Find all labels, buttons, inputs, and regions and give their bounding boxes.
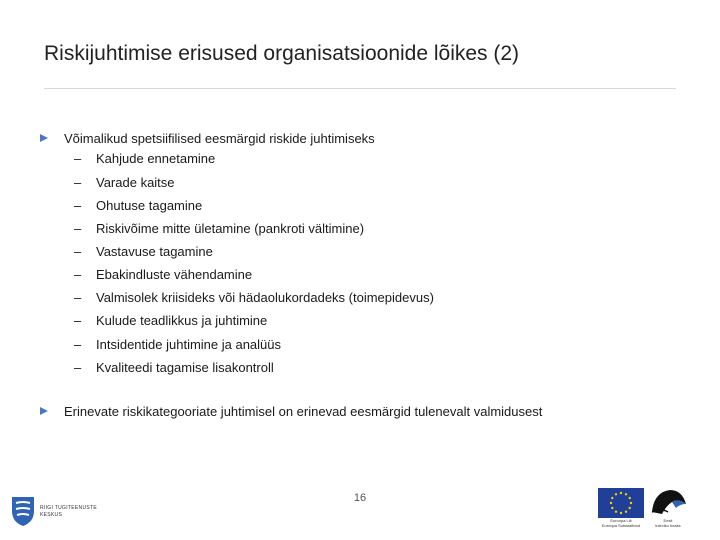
sub-item-text: Ohutuse tagamine <box>96 198 203 213</box>
eesti-caption <box>648 518 688 528</box>
org-name-line1: RIIGI TUGITEENUSTE <box>40 505 97 511</box>
dash-marker: – <box>74 198 82 213</box>
eu-caption-line1: Euroopa Liit <box>610 518 632 523</box>
eesti-caption-line1: Eesti <box>663 518 673 523</box>
org-logo <box>10 495 97 532</box>
sub-item-text: Ebakindluste vähendamine <box>96 267 253 282</box>
sub-item-text: Kulude teadlikkus ja juhtimine <box>96 313 268 328</box>
sub-item-text: Vastavuse tagamine <box>96 244 213 259</box>
sub-item-text: Intsidentide juhtimine ja analüüs <box>96 337 282 352</box>
org-name-line2: KESKUS <box>40 512 63 518</box>
bullet-text: Võimalikud spetsiifilised eesmärgid riskide juhtimiseks <box>64 131 375 146</box>
dash-marker: – <box>74 313 82 328</box>
sub-item-text: Kvaliteedi tagamise lisakontroll <box>96 360 274 375</box>
dash-marker: – <box>74 151 82 166</box>
sub-item-text: Valmisolek kriisideks või hädaolukordadeks (toimepidevus) <box>96 290 434 305</box>
eu-caption-line2: Euroopa Sotsiaalfond <box>601 523 641 528</box>
dash-marker: – <box>74 290 82 305</box>
dash-marker: – <box>74 244 82 259</box>
eesti-caption-line2: tuleviku heaks <box>655 523 681 528</box>
bullet-arrow-icon <box>40 407 48 415</box>
dash-marker: – <box>74 337 82 352</box>
eu-logo <box>598 488 644 528</box>
title-divider <box>44 88 676 89</box>
org-name <box>40 505 130 519</box>
page-number: 16 <box>353 492 367 504</box>
estonian-coat-of-arms-icon <box>10 495 36 527</box>
sub-item-text: Riskivõime mitte ületamine (pankroti vältimine) <box>96 221 365 236</box>
dash-marker: – <box>74 267 82 282</box>
dash-marker: – <box>74 221 82 236</box>
eesti-tuleviku-heaks-icon <box>648 486 688 518</box>
sub-item-text: Kahjude ennetamine <box>96 151 216 166</box>
dash-marker: – <box>74 175 82 190</box>
slide-title: Riskijuhtimise erisused organisatsioonide lõikes (2) <box>44 42 520 65</box>
dash-marker: – <box>74 360 82 375</box>
bullet-arrow-icon <box>40 134 48 142</box>
eu-flag-icon <box>598 488 644 518</box>
sub-item-text: Varade kaitse <box>96 175 175 190</box>
bullet-text: Erinevate riskikategooriate juhtimisel on erinevad eesmärgid tulenevalt valmidusest <box>64 404 543 419</box>
eesti-logo <box>648 486 688 528</box>
eu-caption <box>598 518 644 528</box>
